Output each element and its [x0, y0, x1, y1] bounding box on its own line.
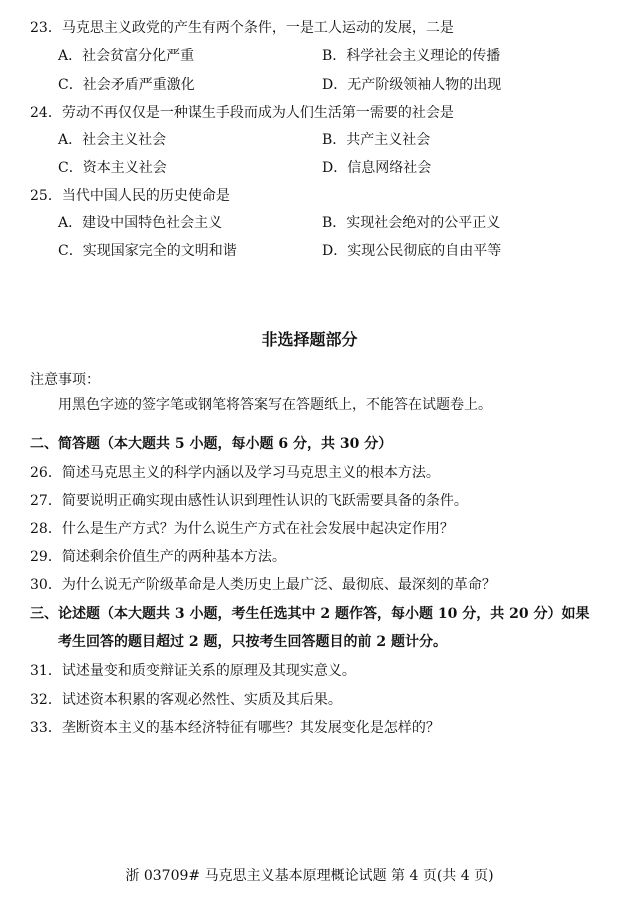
notice-label: 注意事项： [30, 372, 100, 388]
page-footer: 浙 03709# 马克思主义基本原理概论试题 第 4 页(共 4 页) [125, 868, 494, 884]
question-27: 27．简要说明正确实现由感性认识到理性认识的飞跃需要具备的条件。 [30, 493, 468, 509]
question-33: 33．垄断资本主义的基本经济特征有哪些？其发展变化是怎样的？ [30, 720, 440, 736]
question-32: 32．试述资本积累的客观必然性、实质及其后果。 [30, 692, 342, 708]
question-stem: 劳动不再仅仅是一种谋生手段而成为人们生活第一需要的社会是 [61, 105, 454, 121]
option-23-d: D．无产阶级领袖人物的出现 [322, 77, 502, 93]
option-25-d: D．实现公民彻底的自由平等 [322, 243, 502, 259]
section-3-heading: 三、论述题（本大题共 3 小题，考生任选其中 2 题作答，每小题 10 分，共 20 分）如果 [30, 606, 590, 622]
question-24 [30, 103, 454, 123]
option-24-c: C．资本主义社会 [58, 160, 167, 176]
section-2-heading: 二、简答题（本大题共 5 小题，每小题 6 分，共 30 分） [30, 436, 393, 452]
question-28: 28．什么是生产方式？为什么说生产方式在社会发展中起决定作用？ [30, 521, 454, 537]
question-number: 24． [30, 105, 62, 121]
question-stem: 马克思主义政党的产生有两个条件，一是工人运动的发展，二是 [61, 20, 454, 36]
option-25-a: A．建设中国特色社会主义 [58, 215, 223, 231]
part-title: 非选择题部分 [261, 330, 358, 349]
question-25 [30, 186, 230, 206]
question-30: 30．为什么说无产阶级革命是人类历史上最广泛、最彻底、最深刻的革命？ [30, 577, 496, 593]
question-29: 29．简述剩余价值生产的两种基本方法。 [30, 549, 286, 565]
question-number: 23． [30, 20, 62, 36]
option-23-b: B．科学社会主义理论的传播 [322, 48, 501, 64]
option-25-c: C．实现国家完全的文明和谐 [58, 243, 237, 259]
question-number: 25． [30, 188, 62, 204]
option-23-c: C．社会矛盾严重激化 [58, 77, 195, 93]
question-31: 31．试述量变和质变辩证关系的原理及其现实意义。 [30, 663, 356, 679]
option-23-a: A．社会贫富分化严重 [58, 48, 195, 64]
notice-text: 用黑色字迹的签字笔或钢笔将答案写在答题纸上，不能答在试题卷上。 [58, 397, 492, 413]
option-25-b: B．实现社会绝对的公平正义 [322, 215, 501, 231]
question-26: 26．简述马克思主义的科学内涵以及学习马克思主义的根本方法。 [30, 465, 440, 481]
section-3-heading-cont: 考生回答的题目超过 2 题，只按考生回答题目的前 2 题计分。 [58, 634, 447, 650]
question-23 [30, 18, 454, 38]
option-24-b: B．共产主义社会 [322, 132, 431, 148]
question-stem: 当代中国人民的历史使命是 [61, 188, 230, 204]
option-24-a: A．社会主义社会 [58, 132, 167, 148]
option-24-d: D．信息网络社会 [322, 160, 432, 176]
